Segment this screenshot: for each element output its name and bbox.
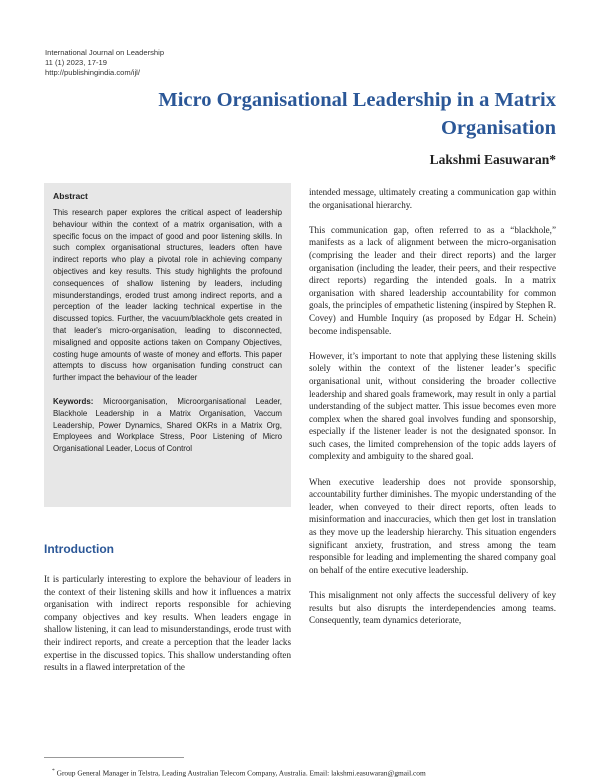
- right-column: [309, 186, 556, 639]
- author-name: Lakshmi Easuwaran*: [429, 152, 556, 167]
- journal-url[interactable]: http://publishingindia.com/ijl/: [45, 68, 140, 77]
- keywords: [53, 396, 282, 455]
- abstract-box: [44, 183, 291, 507]
- keywords-text: Microorganisation, Microorganisational Leader, Blackhole Leadership in a Matrix Organisation, Vaccum Leadership, Power Dynamics, Shared OKRs in a Matrix Org, Employees and Workplace Stress, Poor Listening of Micro Organisational Leader, Locus of Control: [53, 396, 282, 454]
- body-paragraph-3: However, it’s important to note that applying these listening skills solely within the context of the listener leader’s specific organisational unit, without considering the broader collective leadership and shared goals framework, may result in only a partial understanding of the subject matter. This issue becomes even more complex when the shared goal involves funding and sponsorship, especially if the listener leader is not the designated sponsor. In such cases, the limited comprehension of the topic adds layers of complexity and ambiguity to the shared goal.: [309, 350, 556, 462]
- body-paragraph-2: This communication gap, often referred to as a “blackhole,” manifests as a lack of alignment between the micro-organisation (comprising the leader and their direct reports) and the larger organisation (including the leader, their peers, and their respective direct reports) regarding the intended goals. In a matrix organisation with shared leadership accountability for common goals, the principles of empathetic listening (inspired by Stephen R. Covey) and Humble Inquiry (as proposed by Edgar H. Schein) become indispensable.: [309, 224, 556, 336]
- journal-name: International Journal on Leadership: [45, 48, 165, 57]
- introduction-heading: Introduction: [44, 542, 114, 556]
- abstract-heading: Abstract: [53, 191, 88, 201]
- journal-issue: 11 (1) 2023, 17-19: [45, 58, 107, 67]
- footnote-divider: [44, 757, 184, 758]
- body-paragraph-4: When executive leadership does not provide sponsorship, accountability further diminishes. The myopic understanding of the leader, when conveyed to their direct reports, often leads to misinformation and inaccuracies, which then get lost in translation as they move up the leadership hierarchy. This situation engenders significant anxiety, frustration, and stress among the team responsible for leading and implementing the shared company goal on behalf of the entire executive leadership.: [309, 476, 556, 575]
- intro-paragraph: It is particularly interesting to explore the behaviour of leaders in the context of their listening skills and how it influences a matrix organisation with indirect reports responsible for achieving company objectives and key results. When leaders engage in shallow listening, it can lead to misunderstandings, erode trust with their indirect reports, and create a perception that the leader lacks expertise in the discussed topics. This shallow understanding often results in a flawed interpretation of the: [44, 574, 291, 673]
- keywords-label: Keywords:: [53, 396, 94, 406]
- body-paragraph-5: This misalignment not only affects the successful delivery of key results but also disrupts the interdependencies among teams. Consequently, team dynamics deteriorate,: [309, 590, 556, 626]
- journal-header: [45, 48, 164, 78]
- footnote-text: Group General Manager in Telstra, Leading Australian Telecom Company, Australia. Email: lakshmi.easuwaran@gmail.com: [56, 768, 426, 777]
- abstract-text: This research paper explores the critical aspect of leadership behaviour within the context of a matrix organisation, with a specific focus on the impact of good and poor listening skills. In such complex organisational structures, leaders often have indirect reports who play a pivotal role in achieving company objectives and key results. This study highlights the profound consequences of shallow listening by leaders, including misunderstandings, eroded trust among indirect reports, and a perception of the leader lacking technical expertise in the discussed topics. Further, the vacuum/blackhole gets created in that leader's micro-organisation, leading to disconnected, misaligned and opposite actions taken on Company Objectives, costing huge amounts of waste of money and efforts. This paper attempts to discuss how organisation funding construct can further impact the behaviour of the leader: [53, 208, 282, 383]
- left-column: [44, 573, 291, 674]
- footnote-mark: *: [52, 768, 55, 774]
- paper-title: Micro Organisational Leadership in a Matrix Organisation: [158, 89, 556, 139]
- body-paragraph-1: intended message, ultimately creating a communication gap within the organisational hierarchy.: [309, 187, 556, 210]
